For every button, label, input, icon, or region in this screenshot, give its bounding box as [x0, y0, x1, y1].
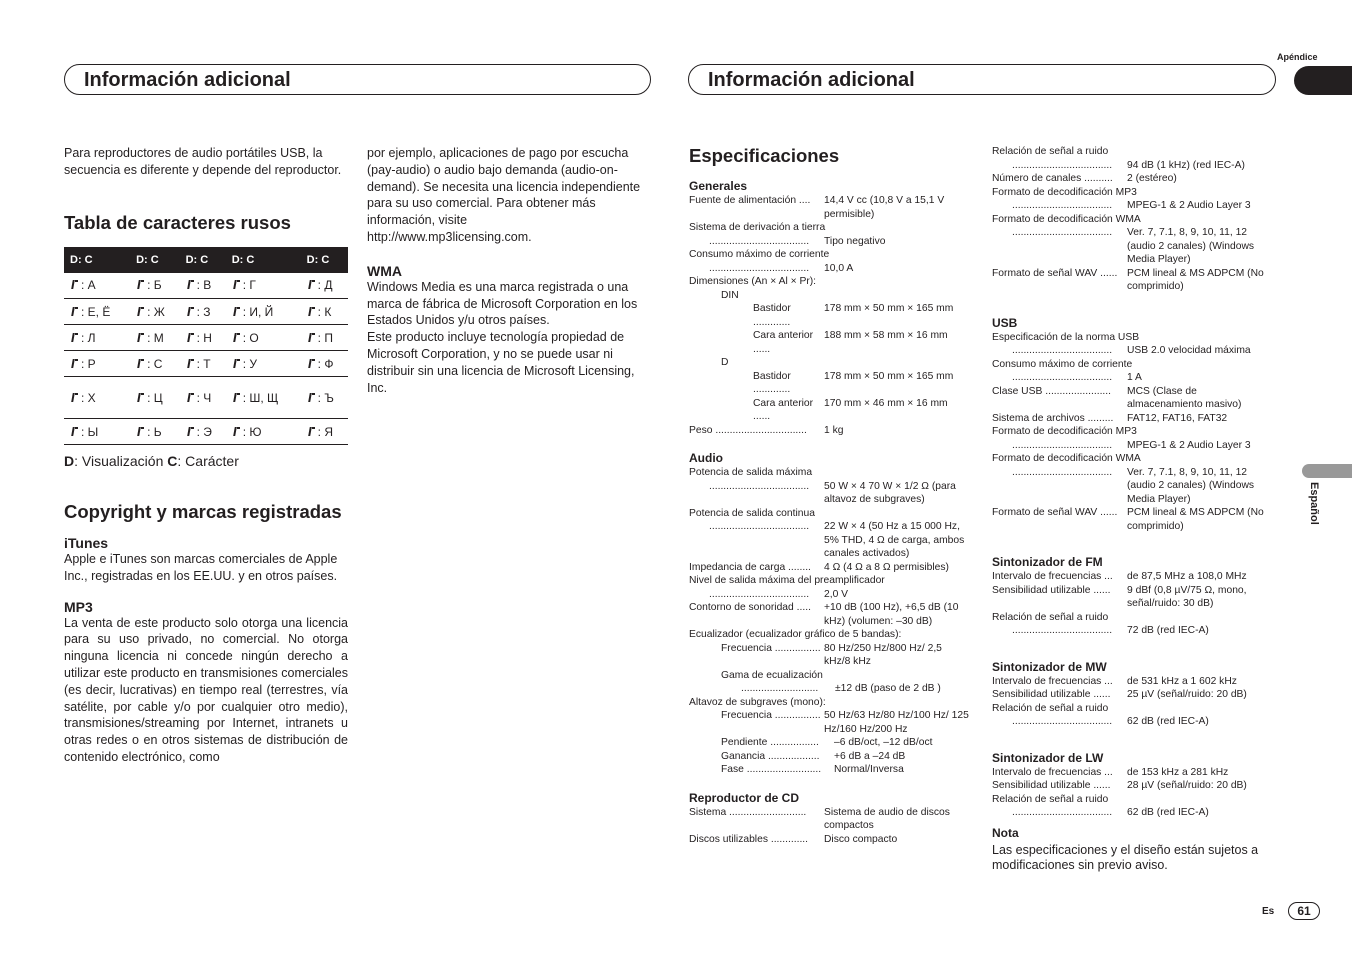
table-cell: : У: [226, 351, 301, 377]
intro-text: Para reproductores de audio portátiles USB, la secuencia es diferente y depende del reproductor.: [64, 146, 342, 177]
spec-label: Altavoz de subgraves (mono):: [689, 696, 826, 708]
display-glyph-icon: [232, 426, 242, 437]
display-glyph-icon: [136, 426, 146, 437]
spec-category: Generales: [689, 179, 748, 193]
table-row: [64, 419, 348, 445]
mp3-text-continued: por ejemplo, aplicaciones de pago por escucha (pay-audio) o audio bajo demanda (audio-on-demand). Se necesita una licencia independiente para su uso comercial. Para obtener más información, visite: [367, 146, 641, 228]
spec-label: Consumo máximo de corriente: [992, 358, 1133, 370]
spec-label: Dimensiones (An × Al × Pr):: [689, 276, 817, 287]
display-glyph-icon: [186, 279, 196, 290]
table-cell: : Ш, Щ: [226, 377, 301, 419]
display-glyph-icon: [70, 358, 80, 369]
spec-category: Sintonizador de MW: [992, 659, 1107, 674]
spec-row: Frecuencia ................ 80 Hz/250 Hz/800 Hz/ 2,5 kHz/8 kHz: [721, 642, 942, 667]
table-cell: : Ф: [301, 351, 348, 377]
spec-label: Relación de señal a ruido: [992, 793, 1109, 805]
spec-row: Impedancia de carga ........ 4 Ω (4 Ω a 8 Ω permisibles): [689, 561, 949, 573]
russian-table-title: Tabla de caracteres rusos: [64, 211, 291, 233]
table-row: [64, 325, 348, 351]
table-cell: : Э: [180, 419, 226, 445]
display-glyph-icon: [70, 392, 80, 403]
spec-label: Formato de decodificación WMA: [992, 453, 1141, 464]
spec-row: Formato de señal WAV ...... PCM lineal & MS ADPCM (No comprimido): [992, 267, 1264, 292]
spec-row: Sistema ........................... Sistema de audio de discos compactos: [689, 806, 950, 831]
display-glyph-icon: [307, 306, 317, 317]
spec-label: Gama de ecualización: [721, 669, 823, 681]
spec-row: Cara anterior ...... 170 mm × 46 mm × 16 mm: [753, 397, 948, 422]
table-header: D: C: [180, 247, 226, 273]
language-tab: [1302, 464, 1352, 478]
spec-row: ................................... 1 A: [1012, 372, 1142, 383]
display-glyph-icon: [70, 279, 80, 290]
spec-row: ................................... 72 dB (red IEC-A): [1012, 625, 1209, 636]
display-glyph-icon: [70, 426, 80, 437]
display-glyph-icon: [70, 306, 80, 317]
language-label: Español: [1308, 482, 1320, 525]
spec-category: Sintonizador de FM: [992, 555, 1103, 569]
column-2: [367, 145, 651, 396]
spec-label: Formato de decodificación WMA: [992, 213, 1141, 225]
column-3: [689, 145, 971, 846]
table-cell: : Р: [64, 351, 130, 377]
table-header: D: C: [64, 247, 130, 273]
spec-row: ................................... 50 W × 4 70 W × 1/2 Ω (para altavoz de subgraves): [709, 480, 956, 505]
spec-label: Formato de decodificación MP3: [992, 426, 1137, 437]
table-cell: : П: [301, 325, 348, 351]
spec-title: Especificaciones: [689, 145, 840, 166]
table-cell: : Г: [226, 273, 301, 299]
table-row: [64, 351, 348, 377]
table-cell: : И, Й: [226, 299, 301, 325]
spec-row: Peso ................................ 1 kg: [689, 424, 844, 436]
spec-row: ................................... Tipo negativo: [709, 235, 886, 247]
spec-row: Sensibilidad utilizable ...... 28 µV (señal/ruido: 20 dB): [992, 780, 1247, 791]
table-cell: : Ч: [180, 377, 226, 419]
spec-row: Fuente de alimentación .... 14,4 V cc (10,8 V a 15,1 V permisible): [689, 195, 945, 220]
table-cell: : Н: [180, 325, 226, 351]
spec-row: Discos utilizables ............. Disco compacto: [689, 833, 898, 845]
display-glyph-icon: [70, 332, 80, 343]
display-glyph-icon: [186, 332, 196, 343]
table-cell: : К: [301, 299, 348, 325]
nota-title: Nota: [992, 825, 1019, 840]
table-header: D: C: [130, 247, 180, 273]
display-glyph-icon: [307, 426, 317, 437]
spec-row: ................................... MPEG-1 & 2 Audio Layer 3: [1012, 439, 1251, 451]
mp3-licensing-link[interactable]: http://www.mp3licensing.com.: [367, 229, 532, 244]
spec-row: ................................... 62 dB (red IEC-A): [1012, 716, 1209, 727]
page-header-left: Información adicional: [64, 64, 651, 95]
table-cell: : В: [180, 273, 226, 299]
spec-row: Fase .......................... Normal/Inversa: [721, 764, 904, 775]
display-glyph-icon: [232, 306, 242, 317]
table-cell: : Ц: [130, 377, 180, 419]
display-glyph-icon: [136, 392, 146, 403]
footer-language: Es: [1262, 906, 1275, 917]
spec-label: Relación de señal a ruido: [992, 146, 1109, 157]
spec-label: D: [721, 357, 729, 368]
display-glyph-icon: [232, 332, 242, 343]
table-cell: : Ъ: [301, 377, 348, 419]
spec-row: ................................... USB 2.0 velocidad máxima: [1012, 345, 1251, 356]
column-1: [64, 145, 348, 766]
spec-row: Bastidor ............. 178 mm × 50 mm × 165 mm: [753, 303, 954, 328]
display-glyph-icon: [232, 358, 242, 369]
table-cell: : А: [64, 273, 130, 299]
spec-label: Formato de decodificación MP3: [992, 186, 1137, 198]
wma-text-2: Este producto incluye tecnología propiedad de Microsoft Corporation, y no se puede usar ni distribuir sin una licencia de Microsoft Licensing, Inc.: [367, 330, 635, 395]
spec-label: Potencia de salida máxima: [689, 467, 813, 478]
table-cell: : С: [130, 351, 180, 377]
russian-char-table: [64, 247, 348, 446]
spec-row: ................................... Ver. 7, 7.1, 8, 9, 10, 11, 12 (audio 2 canales) (Windows Media Player): [1012, 227, 1255, 265]
language-label-wrap: [1302, 482, 1332, 542]
display-glyph-icon: [186, 392, 196, 403]
spec-label: Especificación de la norma USB: [992, 331, 1140, 343]
spec-label: Potencia de salida continua: [689, 507, 815, 519]
spec-row: Intervalo de frecuencias ... de 531 kHz a 1 602 kHz: [992, 675, 1237, 687]
display-glyph-icon: [307, 358, 317, 369]
display-glyph-icon: [307, 332, 317, 343]
spec-row: ................................... 62 dB (red IEC-A): [1012, 807, 1209, 818]
display-glyph-icon: [307, 392, 317, 403]
display-glyph-icon: [186, 358, 196, 369]
spec-row: Clase USB ....................... MCS (Clase de almacenamiento masivo): [992, 385, 1242, 410]
spec-row: Número de canales .......... 2 (estéreo): [992, 173, 1177, 184]
display-glyph-icon: [186, 426, 196, 437]
table-cell: : О: [226, 325, 301, 351]
spec-row: Sensibilidad utilizable ...... 25 µV (señal/ruido: 20 dB): [992, 689, 1247, 700]
spec-row: Intervalo de frecuencias ... de 87,5 MHz a 108,0 MHz: [992, 571, 1247, 582]
spec-row: ........................... ±12 dB (paso de 2 dB ): [741, 683, 941, 694]
spec-row: Formato de señal WAV ...... PCM lineal & MS ADPCM (No comprimido): [992, 507, 1264, 532]
spec-label: Sistema de derivación a tierra: [689, 222, 826, 233]
table-cell: : М: [130, 325, 180, 351]
table-header-row: [64, 247, 348, 273]
table-cell: : Т: [180, 351, 226, 377]
spec-category: Audio: [689, 451, 723, 465]
spec-label: Relación de señal a ruido: [992, 702, 1109, 714]
spec-row: Cara anterior ...... 188 mm × 58 mm × 16 mm: [753, 330, 948, 355]
spec-label: Ecualizador (ecualizador gráfico de 5 bandas):: [689, 629, 902, 640]
table-cell: : Х: [64, 377, 130, 419]
itunes-title: iTunes: [64, 535, 109, 552]
nota-text: Las especificaciones y el diseño están sujetos a modificaciones sin previo aviso.: [992, 842, 1259, 872]
display-glyph-icon: [136, 279, 146, 290]
display-glyph-icon: [186, 306, 196, 317]
spec-row: Frecuencia ................ 50 Hz/63 Hz/80 Hz/100 Hz/ 125 Hz/160 Hz/200 Hz: [721, 710, 969, 735]
table-legend: D: Visualización C: Carácter: [64, 453, 239, 470]
table-header: D: C: [301, 247, 348, 273]
table-cell: : З: [180, 299, 226, 325]
spec-label: Relación de señal a ruido: [992, 611, 1109, 623]
spec-row: ................................... 2,0 V: [709, 588, 849, 600]
spec-row: ................................... 10,0 A: [709, 262, 854, 274]
itunes-text: Apple e iTunes son marcas comerciales de Apple Inc., registradas en los EE.UU. y en otros países.: [64, 552, 338, 583]
display-glyph-icon: [136, 332, 146, 343]
spec-row: ................................... MPEG-1 & 2 Audio Layer 3: [1012, 200, 1251, 211]
table-cell: : Л: [64, 325, 130, 351]
page-header-right: Información adicional: [688, 64, 1276, 95]
page-number: 61: [1288, 902, 1320, 920]
spec-row: Sistema de archivos ......... FAT12, FAT16, FAT32: [992, 412, 1228, 424]
mp3-title: MP3: [64, 598, 93, 615]
table-header: D: C: [226, 247, 301, 273]
table-row: [64, 377, 348, 419]
display-glyph-icon: [136, 358, 146, 369]
display-glyph-icon: [136, 306, 146, 317]
table-row: [64, 273, 348, 299]
table-cell: : Я: [301, 419, 348, 445]
spec-row: ................................... Ver. 7, 7.1, 8, 9, 10, 11, 12 (audio 2 canales) (Windows Media Player): [1012, 466, 1255, 505]
display-glyph-icon: [232, 279, 242, 290]
spec-row: Sensibilidad utilizable ...... 9 dBf (0,8 µV/75 Ω, mono, señal/ruido: 30 dB): [992, 584, 1247, 609]
table-cell: : Ж: [130, 299, 180, 325]
spec-label: Nivel de salida máxima del preamplificador: [689, 575, 885, 586]
spec-row: Pendiente ................. –6 dB/oct, –12 dB/oct: [721, 737, 933, 748]
spec-label: Consumo máximo de corriente: [689, 249, 830, 260]
spec-category: Reproductor de CD: [689, 790, 800, 805]
table-cell: : Б: [130, 273, 180, 299]
table-cell: : Ы: [64, 419, 130, 445]
spec-row: Contorno de sonoridad ..... +10 dB (100 Hz), +6,5 dB (10 kHz) (volumen: –30 dB): [689, 602, 959, 627]
spec-row: ................................... 22 W × 4 (50 Hz a 15 000 Hz, 5% THD, 4 Ω de carga, ambos canales activados): [709, 521, 965, 559]
spec-category: Sintonizador de LW: [992, 750, 1104, 765]
display-glyph-icon: [232, 392, 242, 403]
copyright-title: Copyright y marcas registradas: [64, 501, 342, 523]
spec-row: ................................... 94 dB (1 kHz) (red IEC-A): [1012, 159, 1245, 171]
spec-category: USB: [992, 315, 1018, 330]
table-row: [64, 299, 348, 325]
table-cell: : Ю: [226, 419, 301, 445]
display-glyph-icon: [307, 279, 317, 290]
spec-row: Intervalo de frecuencias ... de 153 kHz a 281 kHz: [992, 766, 1229, 778]
section-tab: [1294, 66, 1352, 95]
wma-title: WMA: [367, 262, 402, 279]
section-label: Apéndice: [1277, 52, 1318, 62]
table-cell: : Ь: [130, 419, 180, 445]
table-cell: : Д: [301, 273, 348, 299]
spec-row: Bastidor ............. 178 mm × 50 mm × 165 mm: [753, 370, 954, 395]
mp3-text: La venta de este producto solo otorga una licencia para su uso privado, no comercial. No otorga ninguna licencia ni concede ningún derecho a utilizar este producto en transmisiones comerciales (es decir, lucrativas) en tiempo real (terrestres, vía satélite, por cable y/o por cualquier otro medio), transmisiones/streaming por Internet, intranets u otras redes o en otros sistemas de distribución de contenido electrónico, como: [64, 615, 348, 765]
spec-label: DIN: [721, 289, 739, 301]
spec-row: Ganancia .................. +6 dB a –24 dB: [721, 750, 906, 762]
table-cell: : Е, Ё: [64, 299, 130, 325]
column-4: [992, 145, 1270, 874]
wma-text-1: Windows Media es una marca registrada o una marca de fábrica de Microsoft Corporation en los Estados Unidos y/u otros países.: [367, 279, 638, 328]
